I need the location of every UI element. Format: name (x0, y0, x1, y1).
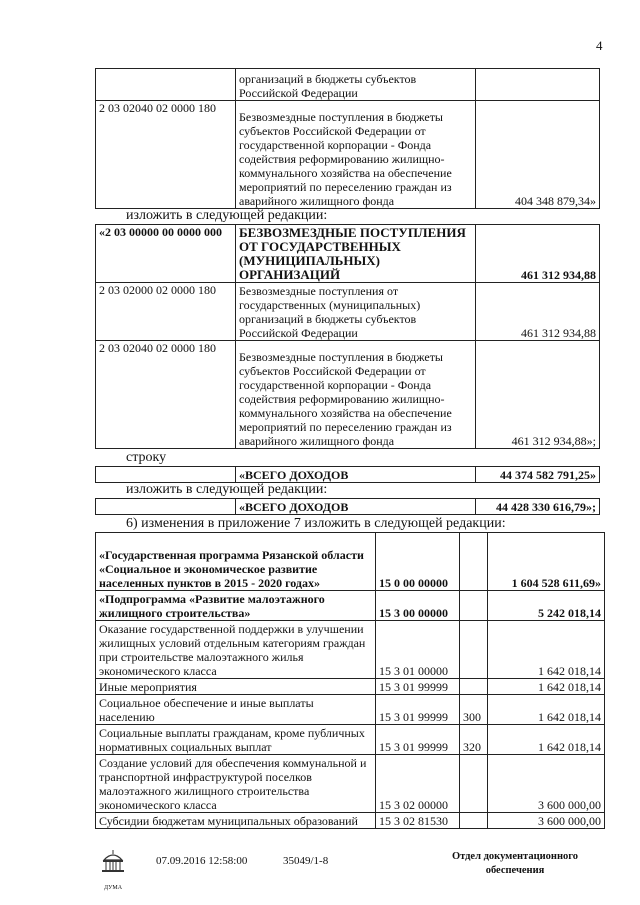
table-row (96, 341, 600, 449)
name-cell: Безвозмездные поступления от государственных (муниципальных) организаций в бюджеты субъектов Российской Федерации (236, 283, 476, 341)
vr-cell (460, 755, 488, 813)
amount-cell: 3 600 000,00 (488, 755, 605, 813)
code-cell: 15 3 02 00000 (376, 755, 460, 813)
table-row (96, 467, 600, 483)
empty-cell (96, 499, 236, 515)
code-cell: 15 3 01 99999 (376, 695, 460, 725)
empty-cell (96, 467, 236, 483)
code-cell: «2 03 00000 00 0000 000 (96, 225, 236, 283)
vr-cell (460, 679, 488, 695)
table-row (96, 69, 600, 101)
vr-cell (460, 813, 488, 829)
name-cell: «Подпрограмма «Развитие малоэтажного жилищного строительства» (96, 591, 376, 621)
footer-doc-number: 35049/1-8 (283, 855, 329, 867)
vr-cell (460, 591, 488, 621)
code-cell: 15 3 01 99999 (376, 679, 460, 695)
code-cell: 15 3 00 00000 (376, 591, 460, 621)
revenue-table-old (95, 68, 600, 209)
code-cell: 15 0 00 00000 (376, 533, 460, 591)
name-cell: Субсидии бюджетам муниципальных образований (96, 813, 376, 829)
table-row (96, 533, 605, 591)
amount-cell: 461 312 934,88 (476, 283, 600, 341)
revenue-table-new (95, 224, 600, 449)
name-cell: БЕЗВОЗМЕЗДНЫЕ ПОСТУПЛЕНИЯ ОТ ГОСУДАРСТВЕННЫХ (МУНИЦИПАЛЬНЫХ) ОРГАНИЗАЦИЙ (236, 225, 476, 283)
logo-text: ДУМА (103, 885, 123, 891)
code-cell: 15 3 01 99999 (376, 725, 460, 755)
table-row (96, 725, 605, 755)
total-amount: 44 374 582 791,25» (476, 467, 600, 483)
caption-line: строку (126, 450, 167, 465)
amount-cell: 1 642 018,14 (488, 725, 605, 755)
footer-department (440, 850, 590, 878)
caption-new-edition: изложить в следующей редакции: (126, 208, 328, 223)
program-table (95, 532, 605, 829)
vr-cell (460, 533, 488, 591)
table-row (96, 621, 605, 679)
total-table-new (95, 498, 600, 515)
table-row (96, 813, 605, 829)
duma-logo (100, 848, 126, 891)
total-label: «ВСЕГО ДОХОДОВ (236, 467, 476, 483)
amount-cell: 5 242 018,14 (488, 591, 605, 621)
department-line-1: Отдел документационного (451, 851, 579, 862)
page-number: 4 (596, 38, 603, 53)
amount-cell: 1 642 018,14 (488, 621, 605, 679)
footer-timestamp: 07.09.2016 12:58:00 (156, 855, 248, 867)
table-row (96, 499, 600, 515)
total-table-old (95, 466, 600, 483)
amount-cell: 404 348 879,34» (476, 101, 600, 209)
table-row (96, 591, 605, 621)
vr-cell (460, 621, 488, 679)
amount-cell: 1 642 018,14 (488, 679, 605, 695)
table-row (96, 679, 605, 695)
amount-cell (476, 69, 600, 101)
amount-cell: 461 312 934,88 (476, 225, 600, 283)
amount-cell: 3 600 000,00 (488, 813, 605, 829)
name-cell: «Государственная программа Рязанской области «Социальное и экономическое развитие населенных пунктов в 2015 - 2020 годах» (96, 533, 376, 591)
code-cell: 15 3 02 81530 (376, 813, 460, 829)
code-cell (96, 69, 236, 101)
table-row (96, 755, 605, 813)
amount-cell: 461 312 934,88»; (476, 341, 600, 449)
table-row (96, 225, 600, 283)
name-cell: Иные мероприятия (96, 679, 376, 695)
name-cell: Безвозмездные поступления в бюджеты субъектов Российской Федерации от государственной корпорации - Фонда содействия реформированию жилищно-коммунального хозяйства на обеспечение мероприятий по переселению граждан из аварийного жилищного фонда (236, 101, 476, 209)
table-row (96, 283, 600, 341)
caption-new-edition-2: изложить в следующей редакции: (126, 482, 328, 497)
code-cell: 2 03 02000 02 0000 180 (96, 283, 236, 341)
name-cell: организаций в бюджеты субъектов Российской Федерации (236, 69, 476, 101)
amount-cell: 1 642 018,14 (488, 695, 605, 725)
building-icon (100, 848, 126, 880)
code-cell: 2 03 02040 02 0000 180 (96, 101, 236, 209)
amount-cell: 1 604 528 611,69» (488, 533, 605, 591)
name-cell: Создание условий для обеспечения коммунальной и транспортной инфраструктурой поселков малоэтажного жилищного строительства экономического класса (96, 755, 376, 813)
caption-appendix-7: 6) изменения в приложение 7 изложить в следующей редакции: (126, 516, 506, 531)
table-row (96, 101, 600, 209)
total-amount: 44 428 330 616,79»; (476, 499, 600, 515)
name-cell: Оказание государственной поддержки в улучшении жилищных условий отдельным категориям граждан при строительстве малоэтажного жилья экономического класса (96, 621, 376, 679)
table-row (96, 695, 605, 725)
code-cell: 2 03 02040 02 0000 180 (96, 341, 236, 449)
code-cell: 15 3 01 00000 (376, 621, 460, 679)
total-label: «ВСЕГО ДОХОДОВ (236, 499, 476, 515)
department-line-2: обеспечения (485, 865, 545, 876)
name-cell: Социальное обеспечение и иные выплаты населению (96, 695, 376, 725)
vr-cell: 320 (460, 725, 488, 755)
name-cell: Социальные выплаты гражданам, кроме публичных нормативных социальных выплат (96, 725, 376, 755)
vr-cell: 300 (460, 695, 488, 725)
name-cell: Безвозмездные поступления в бюджеты субъектов Российской Федерации от государственной корпорации - Фонда содействия реформированию жилищно-коммунального хозяйства на обеспечение мероприятий по переселению граждан из аварийного жилищного фонда (236, 341, 476, 449)
